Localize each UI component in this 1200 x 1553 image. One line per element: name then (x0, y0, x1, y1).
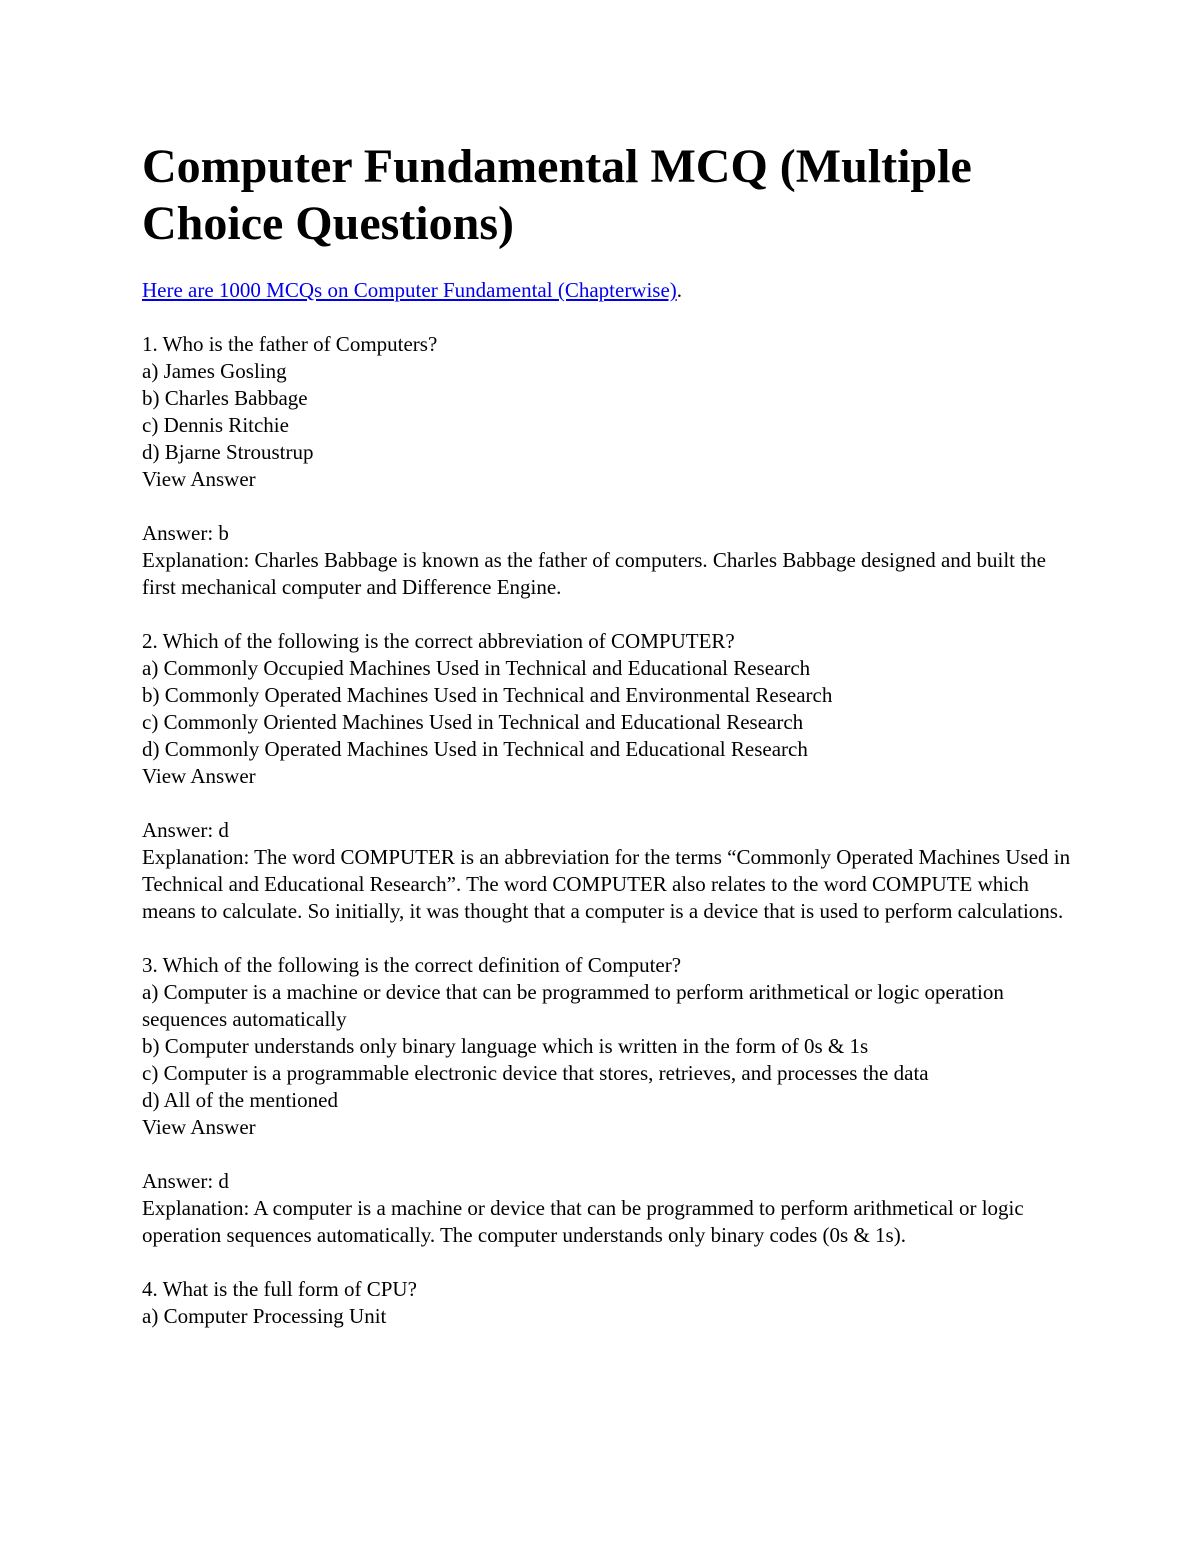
answer-text: Answer: b (142, 521, 229, 545)
question-text: 1. Who is the father of Computers? (142, 332, 438, 356)
explanation-text: Explanation: The word COMPUTER is an abbreviation for the terms “Commonly Operated Machines Used in Technical and Educational Research”. The word COMPUTER also relates to the word COMPUTE which means to calculate. So initially, it was thought that a computer is a device that is used to perform calculations. (142, 845, 1071, 923)
question-text: 4. What is the full form of CPU? (142, 1277, 417, 1301)
view-answer-link[interactable]: View Answer (142, 764, 256, 788)
answer-text: Answer: d (142, 1169, 229, 1193)
option-b: b) Commonly Operated Machines Used in Technical and Environmental Research (142, 683, 833, 707)
option-c: c) Computer is a programmable electronic device that stores, retrieves, and processes the data (142, 1061, 929, 1085)
option-c: c) Commonly Oriented Machines Used in Technical and Educational Research (142, 710, 804, 734)
question-block-3 (142, 952, 1072, 1141)
option-a: a) James Gosling (142, 359, 287, 383)
chapterwise-mcq-link[interactable]: Here are 1000 MCQs on Computer Fundamental (Chapterwise) (142, 278, 677, 302)
option-d: d) Bjarne Stroustrup (142, 440, 314, 464)
document-page (142, 138, 1072, 1357)
option-a: a) Commonly Occupied Machines Used in Technical and Educational Research (142, 656, 811, 680)
answer-text: Answer: d (142, 818, 229, 842)
option-a: a) Computer is a machine or device that can be programmed to perform arithmetical or logic operation sequences automatically (142, 980, 1004, 1031)
answer-block-1 (142, 520, 1072, 601)
intro-paragraph (142, 277, 1072, 304)
question-text: 2. Which of the following is the correct abbreviation of COMPUTER? (142, 629, 735, 653)
intro-suffix: . (676, 278, 683, 302)
question-block-2 (142, 628, 1072, 790)
view-answer-link[interactable]: View Answer (142, 467, 256, 491)
option-c: c) Dennis Ritchie (142, 413, 289, 437)
view-answer-link[interactable]: View Answer (142, 1115, 256, 1139)
option-a: a) Computer Processing Unit (142, 1304, 387, 1328)
option-d: d) All of the mentioned (142, 1088, 338, 1112)
answer-block-3 (142, 1168, 1072, 1249)
question-block-1 (142, 331, 1072, 493)
explanation-text: Explanation: Charles Babbage is known as the father of computers. Charles Babbage designed and built the first mechanical computer and Difference Engine. (142, 548, 1046, 599)
explanation-text: Explanation: A computer is a machine or device that can be programmed to perform arithmetical or logic operation sequences automatically. The computer understands only binary codes (0s & 1s). (142, 1196, 1024, 1247)
question-block-4 (142, 1276, 1072, 1330)
page-title: Computer Fundamental MCQ (Multiple Choice Questions) (142, 140, 972, 250)
option-b: b) Computer understands only binary language which is written in the form of 0s & 1s (142, 1034, 869, 1058)
option-d: d) Commonly Operated Machines Used in Technical and Educational Research (142, 737, 808, 761)
option-b: b) Charles Babbage (142, 386, 308, 410)
answer-block-2 (142, 817, 1072, 925)
question-text: 3. Which of the following is the correct definition of Computer? (142, 953, 682, 977)
